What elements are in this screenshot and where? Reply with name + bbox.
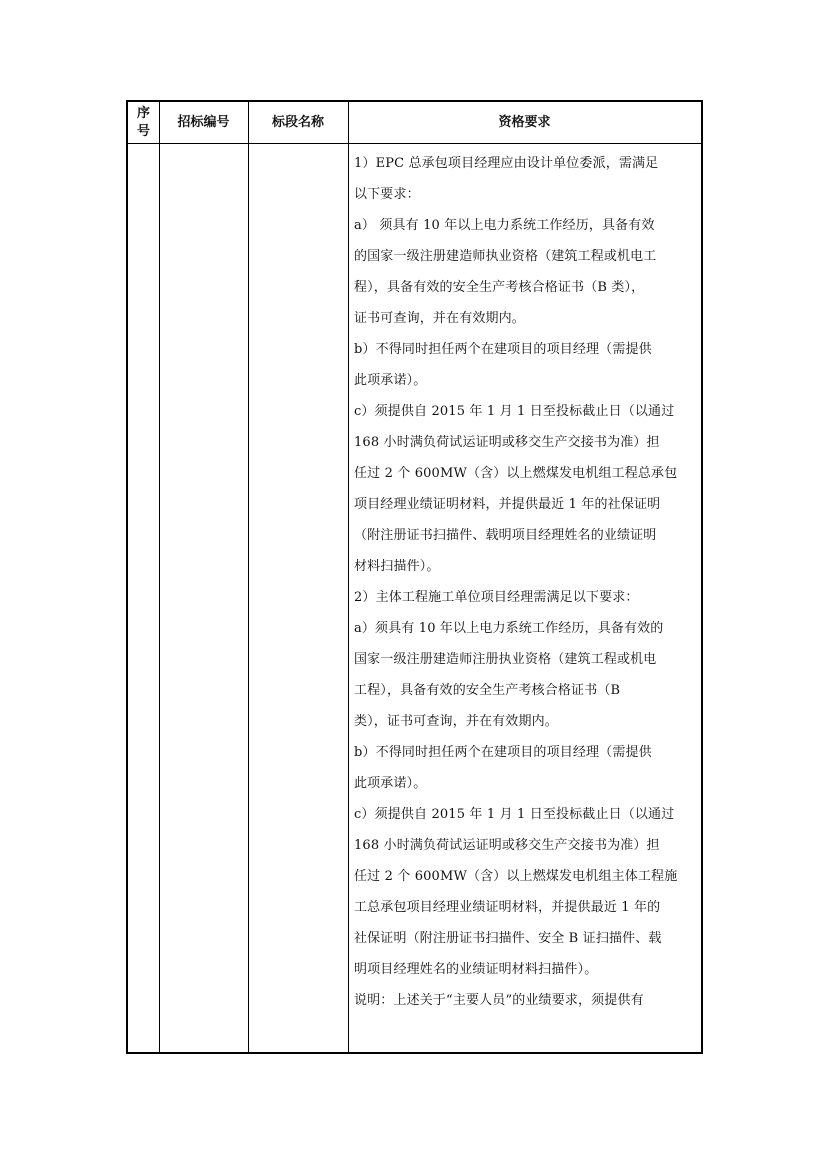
qualification-line: （附注册证书扫描件、载明项目经理姓名的业绩证明 [354,528,657,543]
qualification-cell [354,148,694,1016]
qualification-line: 项目经理业绩证明材料，并提供最近 1 年的社保证明 [354,497,661,512]
qualification-line: 说明：上述关于“主要人员”的业绩要求，须提供有 [354,993,644,1008]
qualification-line: 168 小时满负荷试运证明或移交生产交接书为准）担 [354,435,660,450]
column-divider [348,102,349,1052]
qualification-line: 任过 2 个 600MW（含）以上燃煤发电机组主体工程施 [354,869,678,884]
qualification-line: 工程），具备有效的安全生产考核合格证书（B [354,683,621,698]
qualification-line: 类），证书可查询，并在有效期内。 [354,714,558,729]
qualification-line: 证书可查询，并在有效期内。 [354,311,525,326]
header-seq: 序号 [136,106,150,139]
qualification-line: 任过 2 个 600MW（含）以上燃煤发电机组工程总承包 [354,466,678,481]
qualification-line: 工总承包项目经理业绩证明材料，并提供最近 1 年的 [354,900,661,915]
header-tender-no: 招标编号 [177,115,230,130]
header-section-name: 标段名称 [271,115,324,130]
qualification-line: a）须具有 10 年以上电力系统工作经历，具备有效的 [354,621,664,636]
column-divider [159,102,160,1052]
qualification-line: c）须提供自 2015 年 1 月 1 日至投标截止日（以通过 [354,404,675,419]
qualification-line: 168 小时满负荷试运证明或移交生产交接书为准）担 [354,838,660,853]
qualification-table [126,100,703,1054]
qualification-line: 程），具备有效的安全生产考核合格证书（B 类）， [354,280,645,295]
qualification-line: c）须提供自 2015 年 1 月 1 日至投标截止日（以通过 [354,807,675,822]
qualification-line: 1）EPC 总承包项目经理应由设计单位委派，需满足 [354,156,659,171]
qualification-line: 材料扫描件）。 [354,559,440,574]
qualification-line: 此项承诺）。 [354,373,427,388]
qualification-line: 社保证明（附注册证书扫描件、安全 B 证扫描件、载 [354,931,662,946]
qualification-line: 的国家一级注册建造师执业资格（建筑工程或机电工 [354,249,657,264]
qualification-line: b）不得同时担任两个在建项目的项目经理（需提供 [354,342,652,357]
column-divider [248,102,249,1052]
header-qualification: 资格要求 [498,115,551,130]
qualification-line: 此项承诺）。 [354,776,427,791]
qualification-line: a） 须具有 10 年以上电力系统工作经历，具备有效 [354,218,655,233]
qualification-line: 国家一级注册建造师注册执业资格（建筑工程或机电 [354,652,657,667]
qualification-line: 明项目经理姓名的业绩证明材料扫描件）。 [354,962,598,977]
qualification-line: 以下要求： [354,187,420,202]
qualification-line: 2）主体工程施工单位项目经理需满足以下要求： [354,590,639,605]
qualification-line: b）不得同时担任两个在建项目的项目经理（需提供 [354,745,652,760]
